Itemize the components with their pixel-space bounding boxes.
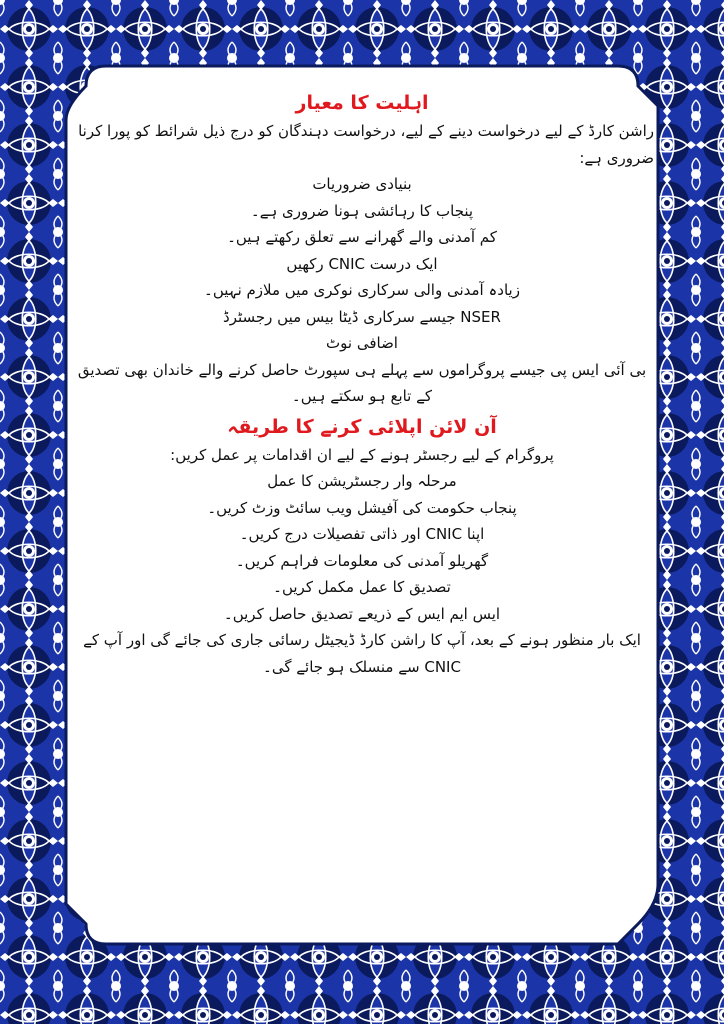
steps-title: مرحلہ وار رجسٹریشن کا عمل <box>267 472 457 490</box>
additional-note-text: بی آئی ایس پی جیسے پروگراموں سے پہلے ہی سپورٹ حاصل کرنے والے خاندان بھی تصدیق کے تابع ہو سکتے ہیں۔ <box>77 360 647 405</box>
basic-requirements-title: بنیادی ضروریات <box>312 175 412 193</box>
additional-note-title: اضافی نوٹ <box>326 334 398 352</box>
step-item: گھریلو آمدنی کی معلومات فراہم کریں۔ <box>235 551 489 570</box>
apply-intro: پروگرام کے لیے رجسٹر ہونے کے لیے ان اقدامات پر عمل کریں: <box>170 445 554 464</box>
step-item: ایس ایم ایس کے ذریعے تصدیق حاصل کریں۔ <box>223 604 501 623</box>
step-item: پنجاب حکومت کی آفیشل ویب سائٹ وزٹ کریں۔ <box>207 498 517 517</box>
requirement-item: NSER جیسے سرکاری ڈیٹا بیس میں رجسٹرڈ <box>223 307 501 326</box>
apply-online-heading: آن لائن اپلائی کرنے کا طریقہ <box>227 415 497 438</box>
step-item: اپنا CNIC اور ذاتی تفصیلات درج کریں۔ <box>239 525 485 543</box>
requirement-item: زیادہ آمدنی والی سرکاری نوکری میں ملازم نہیں۔ <box>204 281 520 299</box>
step-item: تصدیق کا عمل مکمل کریں۔ <box>273 578 451 596</box>
requirement-item: کم آمدنی والے گھرانے سے تعلق رکھتے ہیں۔ <box>227 228 497 246</box>
requirement-item: پنجاب کا رہائشی ہونا ضروری ہے۔ <box>250 201 474 220</box>
closing-text: ایک بار منظور ہونے کے بعد، آپ کا راشن کارڈ ڈیجیٹل رسائی جاری کی جائے گی اور آپ کے CNIC سے منسلک ہو جائے گی۔ <box>83 631 641 676</box>
requirement-item: ایک درست CNIC رکھیں <box>286 254 438 273</box>
content-area <box>70 86 654 938</box>
eligibility-heading: اہلیت کا معیار <box>295 92 429 114</box>
eligibility-intro: راشن کارڈ کے لیے درخواست دینے کے لیے، درخواست دہندگان کو درج ذیل شرائط کو پورا کرنا ضروری ہے: <box>78 122 654 167</box>
